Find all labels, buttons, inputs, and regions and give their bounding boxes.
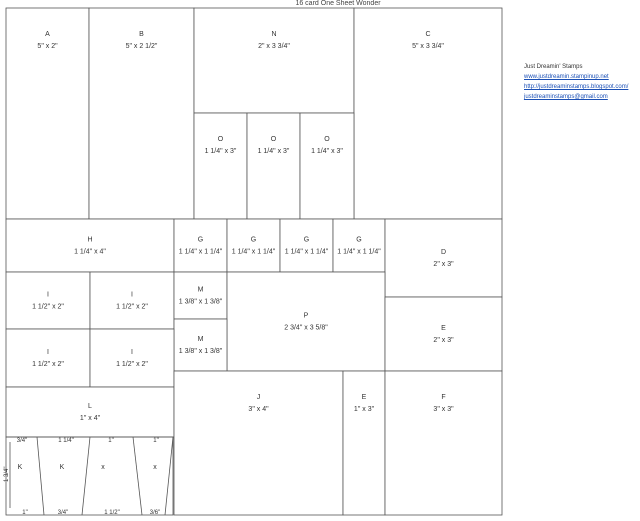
cutout-letter: K — [59, 464, 65, 471]
top-dimension: 3/4" — [16, 438, 28, 444]
piece-letter: M — [197, 286, 204, 294]
piece-size: 2" x 3" — [433, 261, 454, 268]
piece-c — [354, 8, 502, 219]
piece-letter: G — [356, 236, 362, 244]
piece-letter: G — [197, 236, 204, 244]
cut-line — [82, 437, 90, 515]
piece-i2 — [90, 272, 174, 329]
cutout-letter: K — [17, 464, 23, 471]
piece-outline — [227, 272, 385, 371]
piece-outline — [385, 219, 502, 297]
piece-letter: O — [217, 136, 224, 143]
bottom-dimension: 1 1/2" — [104, 510, 120, 516]
piece-h — [6, 219, 174, 272]
piece-g2 — [227, 219, 280, 272]
piece-size: 1" x 3" — [353, 406, 375, 413]
cutout-letter: x — [153, 464, 157, 471]
top-dimension: 1" — [153, 438, 159, 444]
piece-outline — [90, 272, 174, 329]
piece-outline — [354, 8, 502, 219]
piece-size: 5" x 2" — [37, 43, 58, 50]
piece-letter: O — [270, 136, 277, 143]
piece-size: 1 1/4" x 3" — [204, 148, 237, 155]
piece-letter: J — [256, 394, 261, 401]
bottom-dimension: 1" — [22, 510, 28, 516]
piece-i1 — [6, 272, 90, 329]
piece-n — [194, 8, 354, 113]
pieces-layer — [6, 8, 502, 515]
piece-outline — [247, 113, 300, 219]
email-link[interactable]: justdreaminstamps@gmail.com — [524, 94, 608, 100]
piece-outline — [194, 113, 247, 219]
piece-outline — [227, 219, 280, 272]
piece-size: 2" x 3" — [433, 337, 454, 344]
piece-outline — [174, 371, 343, 515]
top-dimension: 1" — [108, 438, 114, 444]
piece-size: 1 1/4" x 1 1/4" — [231, 248, 276, 256]
piece-outline — [6, 8, 89, 219]
piece-outline — [333, 219, 385, 272]
piece-size: 1" x 4" — [79, 415, 101, 422]
bottom-dimension: 3/6" — [149, 510, 161, 516]
piece-e2 — [343, 371, 385, 515]
cut-line — [37, 437, 44, 515]
piece-letter: I — [131, 349, 133, 356]
blog-link[interactable]: http://justdreaminstamps.blogspot.com/ — [524, 84, 629, 90]
piece-p — [227, 272, 385, 371]
piece-letter: M — [197, 336, 204, 343]
piece-letter: P — [303, 312, 309, 320]
piece-letter: G — [250, 236, 257, 244]
piece-letter: C — [425, 31, 431, 38]
piece-b — [89, 8, 194, 219]
cutout-frame — [6, 437, 173, 515]
trapezoid-cutout — [6, 437, 173, 515]
piece-outline — [174, 219, 227, 272]
piece-outline — [90, 329, 174, 387]
piece-letter: G — [303, 236, 310, 244]
piece-size: 1 1/2" x 2" — [116, 303, 148, 311]
piece-outline — [194, 8, 354, 113]
piece-size: 3" x 3" — [433, 406, 454, 413]
piece-letter: E — [361, 394, 367, 401]
piece-outline — [280, 219, 333, 272]
piece-size: 1 1/4" x 3" — [257, 148, 290, 155]
top-dimension: 1 1/4" — [58, 438, 74, 444]
credits-heading: Just Dreamin' Stamps — [524, 64, 583, 70]
piece-o2 — [247, 113, 300, 219]
piece-letter: N — [271, 31, 277, 38]
piece-m1 — [174, 272, 227, 319]
piece-size: 3" x 4" — [248, 406, 269, 413]
piece-size: 1 1/4" x 1 1/4" — [337, 248, 381, 256]
piece-size: 5" x 3 3/4" — [412, 43, 444, 50]
piece-j — [174, 371, 343, 515]
sheet-title: 16 card One Sheet Wonder — [295, 0, 381, 7]
piece-size: 1 3/8" x 1 3/8" — [178, 298, 223, 306]
credits-panel — [524, 62, 628, 102]
piece-size: 2" x 3 3/4" — [258, 43, 290, 50]
piece-letter: E — [441, 325, 446, 332]
piece-letter: D — [440, 249, 447, 256]
piece-m2 — [174, 319, 227, 371]
piece-outline — [6, 219, 174, 272]
piece-outline — [300, 113, 354, 219]
piece-letter: I — [47, 291, 49, 299]
piece-a — [6, 8, 89, 219]
stampinup-link[interactable]: www.justdreamin.stampinup.net — [524, 74, 609, 80]
cutout-letter: x — [101, 464, 105, 471]
piece-size: 1 1/4" x 1 1/4" — [178, 248, 223, 256]
cut-line — [165, 437, 173, 515]
piece-outline — [174, 319, 227, 371]
piece-outline — [174, 272, 227, 319]
side-dimension: 1 3/4" — [4, 466, 10, 482]
piece-l — [6, 387, 174, 437]
piece-size: 1 1/2" x 2" — [32, 361, 64, 368]
piece-size: 1 1/2" x 2" — [116, 361, 148, 368]
piece-d — [385, 219, 502, 297]
piece-letter: B — [139, 31, 144, 38]
piece-size: 1 1/4" x 3" — [311, 148, 343, 155]
piece-size: 5" x 2 1/2" — [125, 43, 158, 50]
piece-g1 — [174, 219, 227, 272]
piece-i4 — [90, 329, 174, 387]
piece-letter: H — [87, 236, 93, 244]
piece-outline — [385, 371, 502, 515]
piece-size: 2 3/4" x 3 5/8" — [284, 324, 328, 332]
piece-outline — [89, 8, 194, 219]
piece-size: 1 1/4" x 4" — [74, 248, 106, 256]
piece-o3 — [300, 113, 354, 219]
piece-letter: A — [45, 31, 50, 38]
piece-outline — [6, 329, 90, 387]
piece-f — [385, 371, 502, 515]
piece-outline — [6, 272, 90, 329]
piece-size: 1 1/2" x 2" — [32, 303, 64, 311]
piece-g4 — [333, 219, 385, 272]
piece-size: 1 3/8" x 1 3/8" — [178, 348, 223, 355]
piece-outline — [385, 297, 502, 371]
piece-size: 1 1/4" x 1 1/4" — [284, 248, 329, 256]
piece-g3 — [280, 219, 333, 272]
cut-line — [133, 437, 142, 515]
piece-letter: O — [324, 136, 330, 143]
piece-letter: F — [441, 394, 446, 401]
piece-e1 — [385, 297, 502, 371]
piece-i3 — [6, 329, 90, 387]
piece-outline — [6, 387, 174, 437]
piece-o1 — [194, 113, 247, 219]
piece-outline — [343, 371, 385, 515]
piece-letter: L — [88, 403, 92, 410]
piece-letter: I — [47, 349, 49, 356]
piece-letter: I — [131, 291, 133, 299]
bottom-dimension: 3/4" — [57, 510, 69, 516]
